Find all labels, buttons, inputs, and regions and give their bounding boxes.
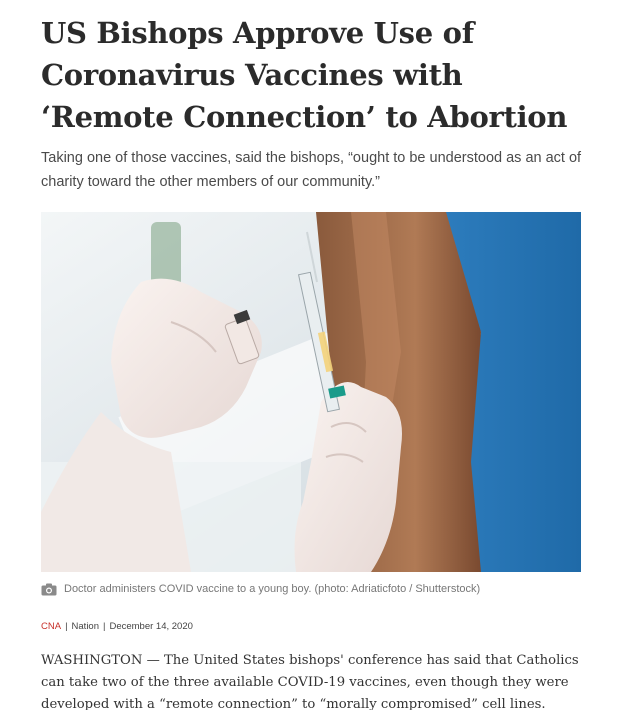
article-headline: US Bishops Approve Use of Coronavirus Vaccines with ‘Remote Connection’ to Abortion [41, 16, 568, 134]
section-link[interactable]: Nation [71, 621, 99, 632]
photo-caption [41, 580, 601, 598]
source-link[interactable]: CNA [41, 621, 62, 632]
article-body-paragraph: WASHINGTON — The United States bishops' conference has said that Catholics can take two of the three available COVID-19 vaccines, even though they were developed with a “remote connection” to “morally compromised” cell lines. [41, 653, 579, 710]
meta-separator: | [103, 621, 106, 632]
publish-date: December 14, 2020 [109, 621, 193, 632]
article-photo [41, 212, 581, 572]
article-meta [41, 621, 193, 632]
article-dek: Taking one of those vaccines, said the bishops, “ought to be understood as an act of charity toward the other members of our community.” [41, 150, 582, 190]
meta-separator: | [65, 621, 68, 632]
caption-text: Doctor administers COVID vaccine to a young boy. (photo: Adriaticfoto / Shutterstock) [64, 583, 481, 595]
camera-icon [41, 583, 57, 596]
